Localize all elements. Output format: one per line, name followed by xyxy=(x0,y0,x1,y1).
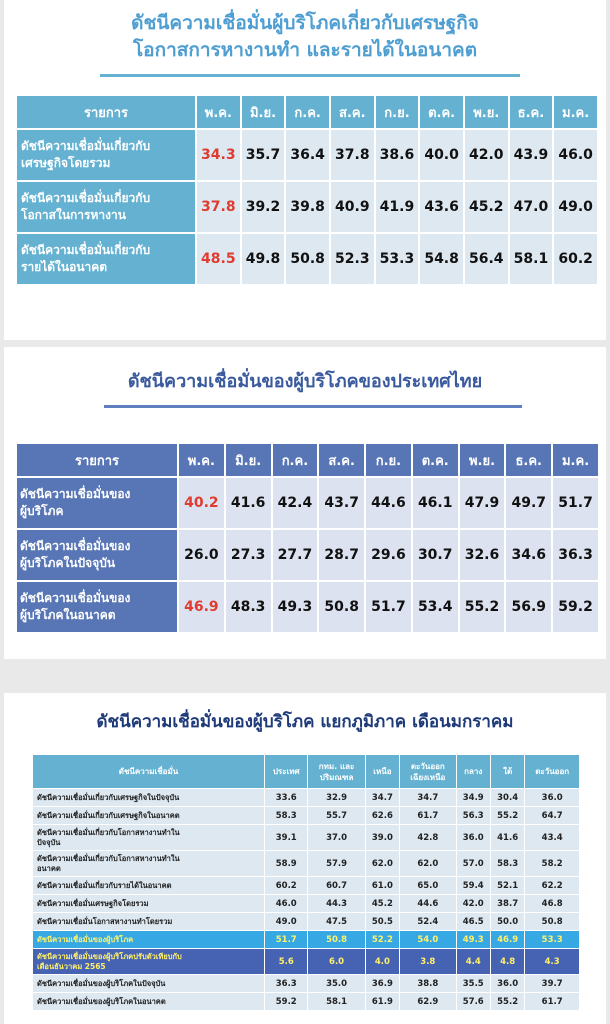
value-cell: 43.6 xyxy=(419,181,464,233)
value-cell: 39.2 xyxy=(241,181,286,233)
value-cell: 42.4 xyxy=(272,477,319,529)
value-cell: 36.4 xyxy=(285,129,330,181)
value-cell: 41.9 xyxy=(375,181,420,233)
value-cell: 46.9 xyxy=(490,931,524,949)
value-cell: 61.7 xyxy=(525,993,580,1011)
table-row xyxy=(16,477,599,529)
value-cell: 51.7 xyxy=(265,931,308,949)
value-cell: 54.8 xyxy=(419,233,464,285)
panel2-title: ดัชนีความเชื่อมั่นของผู้บริโภคของประเทศไทย xyxy=(127,371,483,392)
value-cell: 62.0 xyxy=(365,851,399,877)
value-cell: 36.0 xyxy=(525,789,580,807)
value-cell: 50.0 xyxy=(490,913,524,931)
header-cell: ธ.ค. xyxy=(505,443,552,477)
value-cell: 47.0 xyxy=(509,181,554,233)
header-cell: มิ.ย. xyxy=(225,443,272,477)
value-cell: 48.5 xyxy=(196,233,241,285)
table-economy-jobs-income xyxy=(15,94,599,286)
header-cell xyxy=(365,755,399,789)
row-label-line1: ดัชนีความเชื่อมั่นของผู้บริโภคปรับตัวเทียบกับ xyxy=(37,951,182,961)
row-label-line1: ดัชนีความเชื่อมั่นเกี่ยวกับเศรษฐกิจในอนาคต xyxy=(37,810,180,820)
value-cell: 45.2 xyxy=(365,895,399,913)
value-cell: 35.7 xyxy=(241,129,286,181)
value-cell: 56.9 xyxy=(505,581,552,633)
value-cell: 51.7 xyxy=(365,581,412,633)
value-cell: 36.9 xyxy=(365,975,399,993)
value-cell: 46.0 xyxy=(265,895,308,913)
value-cell: 47.5 xyxy=(308,913,365,931)
table-row xyxy=(16,233,598,285)
value-cell: 53.3 xyxy=(525,931,580,949)
row-label xyxy=(16,581,178,633)
row-label xyxy=(16,529,178,581)
value-cell: 55.2 xyxy=(490,807,524,825)
value-cell: 56.3 xyxy=(456,807,490,825)
row-label xyxy=(33,931,265,949)
value-cell: 42.0 xyxy=(464,129,509,181)
header-cell xyxy=(33,755,265,789)
value-cell: 49.0 xyxy=(265,913,308,931)
value-cell: 4.4 xyxy=(456,949,490,975)
value-cell: 49.0 xyxy=(553,181,598,233)
value-cell: 57.6 xyxy=(456,993,490,1011)
header-cell: พ.ค. xyxy=(178,443,225,477)
row-label xyxy=(16,129,196,181)
value-cell: 51.7 xyxy=(552,477,599,529)
table-row xyxy=(16,581,599,633)
value-cell: 38.7 xyxy=(490,895,524,913)
value-cell: 38.8 xyxy=(400,975,456,993)
value-cell: 34.3 xyxy=(196,129,241,181)
row-label xyxy=(16,181,196,233)
value-cell: 38.6 xyxy=(375,129,420,181)
header-cell xyxy=(400,755,456,789)
header-cell: ม.ค. xyxy=(552,443,599,477)
value-cell: 46.1 xyxy=(412,477,459,529)
value-cell: 61.7 xyxy=(400,807,456,825)
header-cell xyxy=(265,755,308,789)
value-cell: 60.2 xyxy=(553,233,598,285)
header-line1: ตะวันออก xyxy=(535,767,570,776)
value-cell: 58.1 xyxy=(509,233,554,285)
table-row xyxy=(16,529,599,581)
value-cell: 54.0 xyxy=(400,931,456,949)
value-cell: 58.1 xyxy=(308,993,365,1011)
header-cell: ส.ค. xyxy=(318,443,365,477)
value-cell: 37.8 xyxy=(330,129,375,181)
value-cell: 27.7 xyxy=(272,529,319,581)
value-cell: 58.9 xyxy=(265,851,308,877)
header-cell xyxy=(490,755,524,789)
table-row xyxy=(33,931,580,949)
value-cell: 46.0 xyxy=(553,129,598,181)
value-cell: 4.0 xyxy=(365,949,399,975)
value-cell: 46.5 xyxy=(456,913,490,931)
row-label xyxy=(33,851,265,877)
header-line2: เฉียงเหนือ xyxy=(410,772,446,782)
value-cell: 27.3 xyxy=(225,529,272,581)
value-cell: 49.3 xyxy=(456,931,490,949)
row-label xyxy=(33,877,265,895)
value-cell: 29.6 xyxy=(365,529,412,581)
panel1-title xyxy=(4,10,606,64)
value-cell: 28.7 xyxy=(318,529,365,581)
panel-regional-confidence xyxy=(4,693,606,1024)
value-cell: 49.3 xyxy=(272,581,319,633)
value-cell: 4.8 xyxy=(490,949,524,975)
header-cell: ต.ค. xyxy=(419,95,464,129)
value-cell: 44.6 xyxy=(400,895,456,913)
value-cell: 39.1 xyxy=(265,825,308,851)
value-cell: 50.8 xyxy=(285,233,330,285)
value-cell: 34.6 xyxy=(505,529,552,581)
row-label-line2: รายได้ในอนาคต xyxy=(21,260,108,274)
table-header-row xyxy=(16,95,598,129)
header-cell: รายการ xyxy=(16,443,178,477)
value-cell: 30.4 xyxy=(490,789,524,807)
row-label-line1: ดัชนีความเชื่อมั่นเกี่ยวกับโอกาสหางานทำใน xyxy=(37,853,180,863)
header-cell xyxy=(308,755,365,789)
panel2-divider xyxy=(104,405,522,408)
header-line1: กทม. และ xyxy=(318,761,355,771)
row-label-line1: ดัชนีความเชื่อมั่นของ xyxy=(20,487,131,501)
panel1-divider xyxy=(100,74,520,77)
value-cell: 58.3 xyxy=(265,807,308,825)
header-cell: มิ.ย. xyxy=(241,95,286,129)
row-label-line1: ดัชนีความเชื่อมั่นเกี่ยวกับเศรษฐกิจในปัจจุบัน xyxy=(37,792,180,802)
value-cell: 39.0 xyxy=(365,825,399,851)
value-cell: 5.6 xyxy=(265,949,308,975)
table-thai-consumer-confidence xyxy=(15,442,600,634)
value-cell: 57.9 xyxy=(308,851,365,877)
header-cell: ก.ค. xyxy=(272,443,319,477)
header-line1: ตะวันออก xyxy=(410,761,445,771)
value-cell: 44.6 xyxy=(365,477,412,529)
value-cell: 40.2 xyxy=(178,477,225,529)
value-cell: 53.4 xyxy=(412,581,459,633)
value-cell: 65.0 xyxy=(400,877,456,895)
value-cell: 62.9 xyxy=(400,993,456,1011)
row-label xyxy=(33,789,265,807)
value-cell: 42.0 xyxy=(456,895,490,913)
row-label-line1: ดัชนีความเชื่อมั่นของ xyxy=(20,539,131,553)
value-cell: 26.0 xyxy=(178,529,225,581)
value-cell: 60.2 xyxy=(265,877,308,895)
value-cell: 57.0 xyxy=(456,851,490,877)
value-cell: 59.2 xyxy=(552,581,599,633)
header-cell: ก.ย. xyxy=(375,95,420,129)
value-cell: 60.7 xyxy=(308,877,365,895)
header-line1: ดัชนีความเชื่อมั่น xyxy=(118,767,179,776)
table-row xyxy=(16,129,598,181)
header-line1: ประเทศ xyxy=(272,767,300,776)
value-cell: 34.7 xyxy=(365,789,399,807)
value-cell: 50.8 xyxy=(318,581,365,633)
header-cell: ม.ค. xyxy=(553,95,598,129)
value-cell: 41.6 xyxy=(490,825,524,851)
row-label xyxy=(33,807,265,825)
value-cell: 46.8 xyxy=(525,895,580,913)
table-row xyxy=(33,913,580,931)
value-cell: 47.9 xyxy=(459,477,506,529)
value-cell: 40.0 xyxy=(419,129,464,181)
value-cell: 56.4 xyxy=(464,233,509,285)
table-row xyxy=(33,949,580,975)
table-row xyxy=(33,789,580,807)
value-cell: 4.3 xyxy=(525,949,580,975)
header-line1: เหนือ xyxy=(373,767,392,776)
row-label xyxy=(33,975,265,993)
value-cell: 30.7 xyxy=(412,529,459,581)
value-cell: 50.5 xyxy=(365,913,399,931)
row-label-line2: เดือนธันวาคม 2565 xyxy=(37,961,106,971)
value-cell: 37.8 xyxy=(196,181,241,233)
row-label-line1: ดัชนีความเชื่อมั่นเกี่ยวกับ xyxy=(21,243,151,257)
header-cell: รายการ xyxy=(16,95,196,129)
value-cell: 32.6 xyxy=(459,529,506,581)
row-label-line2: ผู้บริโภค xyxy=(20,504,64,518)
value-cell: 48.3 xyxy=(225,581,272,633)
header-cell xyxy=(525,755,580,789)
table-row xyxy=(33,975,580,993)
value-cell: 52.1 xyxy=(490,877,524,895)
header-cell: ก.ย. xyxy=(365,443,412,477)
value-cell: 43.4 xyxy=(525,825,580,851)
row-label-line1: ดัชนีความเชื่อมั่นเกี่ยวกับ xyxy=(21,139,151,153)
row-label-line1: ดัชนีความเชื่อมั่นของ xyxy=(20,591,131,605)
value-cell: 42.8 xyxy=(400,825,456,851)
value-cell: 59.2 xyxy=(265,993,308,1011)
value-cell: 64.7 xyxy=(525,807,580,825)
table-header-row xyxy=(16,443,599,477)
table-header-row xyxy=(33,755,580,789)
value-cell: 36.3 xyxy=(265,975,308,993)
value-cell: 39.7 xyxy=(525,975,580,993)
header-cell: ก.ค. xyxy=(285,95,330,129)
value-cell: 35.5 xyxy=(456,975,490,993)
value-cell: 43.7 xyxy=(318,477,365,529)
row-label xyxy=(33,949,265,975)
value-cell: 59.4 xyxy=(456,877,490,895)
value-cell: 49.8 xyxy=(241,233,286,285)
row-label-line2: ปัจจุบัน xyxy=(37,837,61,847)
table-regional-confidence xyxy=(32,754,580,1011)
row-label-line2: โอกาสในการหางาน xyxy=(21,208,126,222)
value-cell: 52.4 xyxy=(400,913,456,931)
row-label-line1: ดัชนีความเชื่อมั่นเกี่ยวกับ xyxy=(21,191,151,205)
panel-thai-consumer-confidence xyxy=(4,347,606,659)
value-cell: 6.0 xyxy=(308,949,365,975)
table-row xyxy=(33,807,580,825)
row-label xyxy=(33,895,265,913)
value-cell: 62.0 xyxy=(400,851,456,877)
table-row xyxy=(33,895,580,913)
value-cell: 50.8 xyxy=(525,913,580,931)
row-label-line1: ดัชนีความเชื่อมั่นของผู้บริโภคในอนาคต xyxy=(37,996,166,1006)
value-cell: 34.7 xyxy=(400,789,456,807)
value-cell: 44.3 xyxy=(308,895,365,913)
table-row xyxy=(33,993,580,1011)
value-cell: 3.8 xyxy=(400,949,456,975)
value-cell: 45.2 xyxy=(464,181,509,233)
header-cell xyxy=(456,755,490,789)
value-cell: 55.7 xyxy=(308,807,365,825)
header-cell: พ.ย. xyxy=(459,443,506,477)
table-row xyxy=(16,181,598,233)
table-row xyxy=(33,825,580,851)
row-label-line1: ดัชนีความเชื่อมั่นของผู้บริโภคในปัจจุบัน xyxy=(37,978,166,988)
row-label xyxy=(33,825,265,851)
value-cell: 41.6 xyxy=(225,477,272,529)
value-cell: 33.6 xyxy=(265,789,308,807)
value-cell: 55.2 xyxy=(490,993,524,1011)
panel-economy-jobs-income xyxy=(4,0,606,340)
value-cell: 36.3 xyxy=(552,529,599,581)
row-label xyxy=(16,233,196,285)
value-cell: 36.0 xyxy=(490,975,524,993)
row-label-line2: อนาคต xyxy=(37,863,61,873)
value-cell: 61.9 xyxy=(365,993,399,1011)
value-cell: 36.0 xyxy=(456,825,490,851)
row-label-line1: ดัชนีความเชื่อมั่นโอกาสหางานทำโดยรวม xyxy=(37,916,173,926)
value-cell: 39.8 xyxy=(285,181,330,233)
row-label-line1: ดัชนีความเชื่อมั่นของผู้บริโภค xyxy=(37,934,134,944)
value-cell: 32.9 xyxy=(308,789,365,807)
value-cell: 49.7 xyxy=(505,477,552,529)
value-cell: 50.8 xyxy=(308,931,365,949)
value-cell: 37.0 xyxy=(308,825,365,851)
value-cell: 40.9 xyxy=(330,181,375,233)
row-label-line1: ดัชนีความเชื่อมั่นเศรษฐกิจโดยรวม xyxy=(37,898,149,908)
header-cell: ส.ค. xyxy=(330,95,375,129)
header-cell: พ.ย. xyxy=(464,95,509,129)
row-label-line1: ดัชนีความเชื่อมั่นเกี่ยวกับรายได้ในอนาคต xyxy=(37,880,172,890)
header-line1: กลาง xyxy=(464,767,483,776)
header-cell: พ.ค. xyxy=(196,95,241,129)
row-label-line2: ผู้บริโภคในปัจจุบัน xyxy=(20,556,116,570)
value-cell: 62.2 xyxy=(525,877,580,895)
row-label xyxy=(33,993,265,1011)
value-cell: 52.2 xyxy=(365,931,399,949)
row-label xyxy=(16,477,178,529)
value-cell: 43.9 xyxy=(509,129,554,181)
panel1-title-line2: โอกาสการหางานทำ และรายได้ในอนาคต xyxy=(132,39,478,61)
header-cell: ต.ค. xyxy=(412,443,459,477)
header-cell: ธ.ค. xyxy=(509,95,554,129)
value-cell: 46.9 xyxy=(178,581,225,633)
row-label-line2: เศรษฐกิจโดยรวม xyxy=(21,156,111,170)
row-label-line1: ดัชนีความเชื่อมั่นเกี่ยวกับโอกาสหางานทำใน xyxy=(37,827,180,837)
table-row xyxy=(33,877,580,895)
panel1-title-line1: ดัชนีความเชื่อมั่นผู้บริโภคเกี่ยวกับเศรษฐกิจ xyxy=(131,12,479,34)
value-cell: 35.0 xyxy=(308,975,365,993)
value-cell: 55.2 xyxy=(459,581,506,633)
value-cell: 58.3 xyxy=(490,851,524,877)
row-label-line2: ผู้บริโภคในอนาคต xyxy=(20,608,116,622)
table-row xyxy=(33,851,580,877)
header-line2: ปริมณฑล xyxy=(319,772,354,782)
value-cell: 58.2 xyxy=(525,851,580,877)
header-line1: ใต้ xyxy=(503,767,513,776)
value-cell: 52.3 xyxy=(330,233,375,285)
value-cell: 53.3 xyxy=(375,233,420,285)
value-cell: 61.0 xyxy=(365,877,399,895)
row-label xyxy=(33,913,265,931)
panel3-title: ดัชนีความเชื่อมั่นของผู้บริโภค แยกภูมิภาค เดือนมกราคม xyxy=(96,712,514,732)
value-cell: 62.6 xyxy=(365,807,399,825)
value-cell: 34.9 xyxy=(456,789,490,807)
